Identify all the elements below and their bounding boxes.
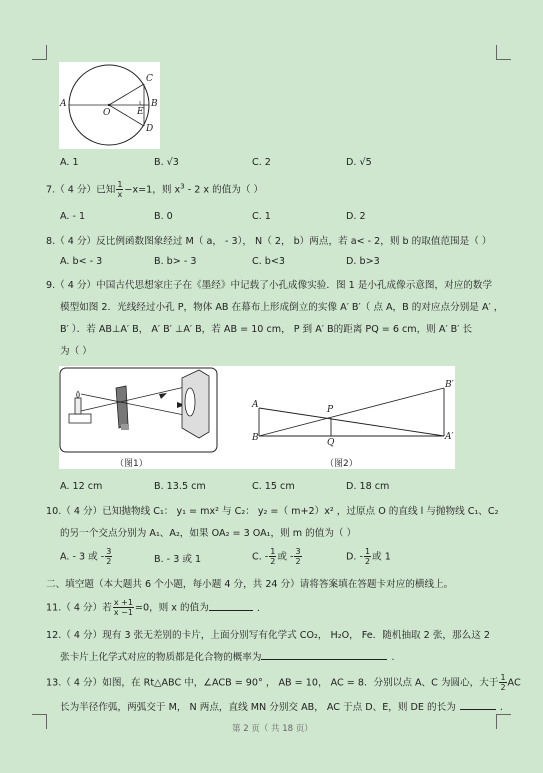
- q7-frac-num: 1: [117, 180, 123, 189]
- q13-answer-blank[interactable]: [460, 700, 496, 710]
- fig2-label-b: B: [252, 433, 259, 443]
- q10-option-c-text: C. -: [252, 551, 269, 563]
- fig2-label-q: Q: [327, 438, 335, 448]
- q13-line-2-text: 长为半径作弧，两弧交于 M， N 两点，直线 MN 分别交 AB， AC 于点 D、E，则 DE 的长为: [60, 702, 456, 713]
- q10-option-c-fraction-1: [269, 547, 276, 566]
- q10-option-d-post: 或 1: [372, 551, 391, 563]
- fig2-label-a: A: [252, 400, 259, 410]
- section-2-heading: 二、填空题（本大题共 6 个小题，每小题 4 分，共 24 分）请将答案填在答题卡对应的横线上。: [46, 579, 454, 590]
- circle-label-o: O: [103, 108, 111, 118]
- question-10-line-2: 的另一个交点分别为 A₁、A₂，如果 OA₂ = 3 OA₁，则 m 的值为（ ）: [60, 528, 357, 539]
- q9-figures: [59, 366, 455, 469]
- q11-fraction: [113, 598, 134, 617]
- question-11: [46, 598, 260, 617]
- q13-num: 1: [500, 673, 506, 682]
- question-9-line-3: B′ ）．若 AB⊥A′ B， A′ B′ ⊥A′ B，若 AB = 10 cm， P 到 A′ B的距离 PQ = 6 cm，则 A′ B′ 长: [60, 324, 473, 335]
- q12-end: .: [391, 652, 395, 663]
- q10-c-num2: 3: [295, 547, 301, 556]
- q13-line-1-tail: AC: [507, 677, 521, 689]
- q13-den: 2: [500, 683, 506, 692]
- q7-fraction: [116, 180, 123, 199]
- circle-label-a: A: [60, 99, 67, 109]
- question-7: [46, 180, 263, 199]
- q10-option-d-fraction: [364, 547, 371, 566]
- circle-figure: [59, 62, 160, 149]
- q10-option-d: [346, 547, 391, 566]
- question-10-line-1: 10.（ 4 分）已知抛物线 C₁： y₁ = mx² 与 C₂： y₂ =（ m+2）x² ，过原点 O 的直线 l 与抛物线 C₁、C₂: [46, 506, 499, 517]
- question-9-line-2: 模型如图 2．光线经过小孔 P，物体 AB 在幕布上形成倒立的实像 A′ B′（ 点 A，B 的对应点分别是 A′ ，: [60, 302, 504, 313]
- fig2-label-p: P: [327, 405, 334, 415]
- q10-option-c-fraction-2: [294, 547, 301, 566]
- q8-option-c: C. b<3: [252, 256, 286, 267]
- q7-option-d: D. 2: [346, 211, 366, 222]
- question-13-line-1: [46, 673, 521, 692]
- question-9-line-1: 9.（ 4 分）中国古代思想家庄子在《墨经》中记载了小孔成像实验．图 1 是小孔成像示意图，对应的数学: [46, 280, 493, 291]
- q12-line-2-text: 张卡片上化学式对应的物质都是化合物的概率为: [60, 652, 262, 663]
- q10-option-b: B. - 3 或 1: [154, 554, 202, 565]
- q7-tail: - 2 x 的值为（ ）: [184, 184, 264, 196]
- q11-den: x −1: [113, 608, 133, 617]
- q7-option-b: B. 0: [154, 211, 173, 222]
- page-footer: 第 2 页（ 共 18 页）: [232, 724, 313, 734]
- corner-mark-bottom-right: [496, 714, 511, 729]
- corner-mark-bottom-left: [32, 714, 47, 729]
- q7-head: 7.（ 4 分）已知: [46, 184, 116, 196]
- q10-option-c-mid: 或 -: [277, 551, 294, 563]
- q10-c-den1: 2: [270, 557, 276, 566]
- q10-option-c: [252, 547, 303, 566]
- circle-label-c: C: [146, 74, 153, 84]
- prev-option-d: D. √5: [346, 157, 372, 168]
- fig2-label-a-prime: A′: [445, 432, 454, 442]
- q10-a-num: 3: [106, 547, 112, 556]
- q11-num: x +1: [113, 598, 133, 607]
- prev-option-a: A. 1: [60, 157, 79, 168]
- q10-a-den: 2: [106, 557, 112, 566]
- question-12-line-1: 12.（ 4 分）现有 3 张无差别的卡片，上面分别写有化学式 CO₂， H₂O， Fe．随机抽取 2 张，那么这 2: [46, 630, 490, 641]
- circle-label-b: B: [151, 99, 158, 109]
- q9-option-b: B. 13.5 cm: [154, 481, 206, 492]
- q8-option-d: D. b>3: [346, 256, 380, 267]
- corner-mark-top-right: [496, 45, 511, 60]
- q10-option-a-text: A. - 3 或 -: [60, 551, 105, 563]
- circle-label-e: E: [137, 107, 144, 117]
- q7-option-c: C. 1: [252, 211, 271, 222]
- fig2-label-b-prime: B′: [445, 380, 454, 390]
- question-9-line-4: 为（ ）: [60, 346, 92, 357]
- prev-option-b: B. √3: [154, 157, 179, 168]
- q11-head: 11.（ 4 分）若: [46, 602, 112, 614]
- q9-option-d: D. 18 cm: [346, 481, 390, 492]
- q11-answer-blank[interactable]: [209, 601, 253, 611]
- q7-option-a: A. - 1: [60, 211, 86, 222]
- q10-option-d-text: D. -: [346, 551, 363, 563]
- fig2-caption: （图2）: [325, 459, 358, 469]
- circle-label-d: D: [146, 124, 154, 134]
- q10-option-a: [60, 547, 113, 566]
- question-13-line-2: [60, 699, 503, 713]
- q8-option-a: A. b< - 3: [60, 256, 103, 267]
- q10-d-num: 1: [364, 547, 371, 556]
- q11-tail: =0，则 x 的值为: [134, 602, 209, 614]
- q9-option-c: C. 15 cm: [252, 481, 295, 492]
- q7-sup: 3: [180, 182, 185, 191]
- corner-mark-top-left: [32, 45, 47, 60]
- prev-option-c: C. 2: [252, 157, 271, 168]
- q10-d-den: 2: [364, 557, 371, 566]
- q13-end: .: [499, 702, 503, 713]
- question-8: 8.（ 4 分）反比例函数图象经过 M（ a， - 3）， N（ 2， b）两点，若 a< - 2，则 b 的取值范围是（ ）: [46, 236, 492, 247]
- q12-answer-blank[interactable]: [261, 650, 387, 660]
- q8-option-b: B. b> - 3: [154, 256, 197, 267]
- fig1-caption: （图1）: [115, 459, 148, 469]
- q7-frac-den: x: [117, 190, 123, 199]
- q9-option-a: A. 12 cm: [60, 481, 103, 492]
- question-12-line-2: [60, 649, 395, 663]
- q11-end: .: [256, 602, 260, 614]
- q10-c-den2: 2: [295, 557, 301, 566]
- q13-fraction: [499, 673, 506, 692]
- q10-c-num1: 1: [270, 547, 276, 556]
- q13-line-1-text: 13.（ 4 分）如图，在 Rt△ABC 中，∠ACB = 90° ， AB = 10， AC = 8．分别以点 A、C 为圆心，大于: [46, 677, 499, 689]
- q7-mid: −x=1，则 x: [124, 184, 181, 196]
- q10-option-a-fraction: [105, 547, 112, 566]
